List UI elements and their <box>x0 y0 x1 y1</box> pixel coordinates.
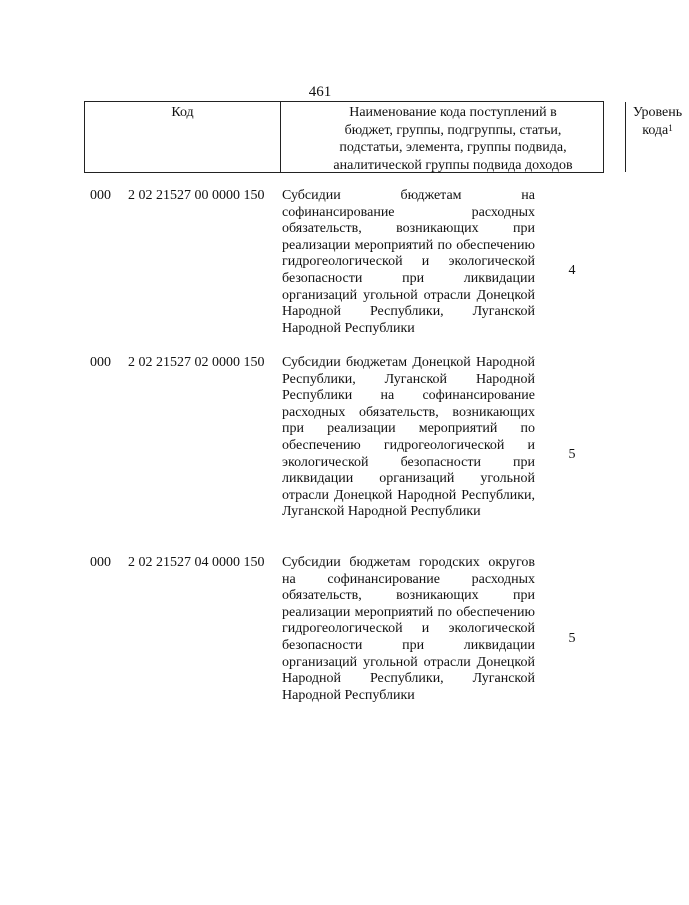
page-number: 461 <box>308 84 332 100</box>
row-code: 2 02 21527 04 0000 150 <box>128 555 265 570</box>
header-name-line: аналитической группы подвида доходов <box>333 157 573 173</box>
row-prefix: 000 <box>90 355 111 370</box>
header-level-word: кода <box>642 122 669 138</box>
row-level: 5 <box>568 447 576 462</box>
header-level-cell <box>626 102 689 172</box>
header-name-line: бюджет, группы, подгруппы, статьи, <box>344 122 562 138</box>
header-code-label: Код <box>171 105 194 120</box>
footnote-marker: 1 <box>668 122 673 133</box>
row-prefix: 000 <box>90 555 111 570</box>
row-level: 4 <box>568 263 576 278</box>
row-prefix: 000 <box>90 188 111 203</box>
header-code-cell <box>85 102 281 172</box>
row-name: Субсидии бюджетам городских округов на софинансирование расходных обязательств, возникающих при реализации мероприятий по обеспечению гидрогеологической и экологической безопасности при ликвидации организаций угольной отрасли Донецкой Народной Республики, Луганской Народной Республики <box>282 555 535 703</box>
table-header <box>84 101 683 173</box>
row-code: 2 02 21527 02 0000 150 <box>128 355 265 370</box>
row-name: Субсидии бюджетам Донецкой Народной Республики, Луганской Народной Республики на софинансирование расходных обязательств, возникающих при реализации мероприятий по обеспечению гидрогеологической и экологической безопасности при ликвидации организаций угольной отрасли Донецкой Народной Республики, Луганской Народной Республики <box>282 355 535 520</box>
header-name-line: Наименование кода поступлений в <box>349 105 557 120</box>
row-name: Субсидии бюджетам на софинансирование расходных обязательств, возникающих при реализации мероприятий по обеспечению гидрогеологической и экологической безопасности при ликвидации организаций угольной отрасли Донецкой Народной Республики, Луганской Народной Республики <box>282 188 535 336</box>
row-level: 5 <box>568 631 576 646</box>
header-level-line2 <box>626 122 689 140</box>
header-level-line: Уровень <box>632 105 683 120</box>
row-code: 2 02 21527 00 0000 150 <box>128 188 265 203</box>
header-name-line: подстатьи, элемента, группы подвида, <box>339 140 567 155</box>
header-name-cell <box>281 102 626 172</box>
